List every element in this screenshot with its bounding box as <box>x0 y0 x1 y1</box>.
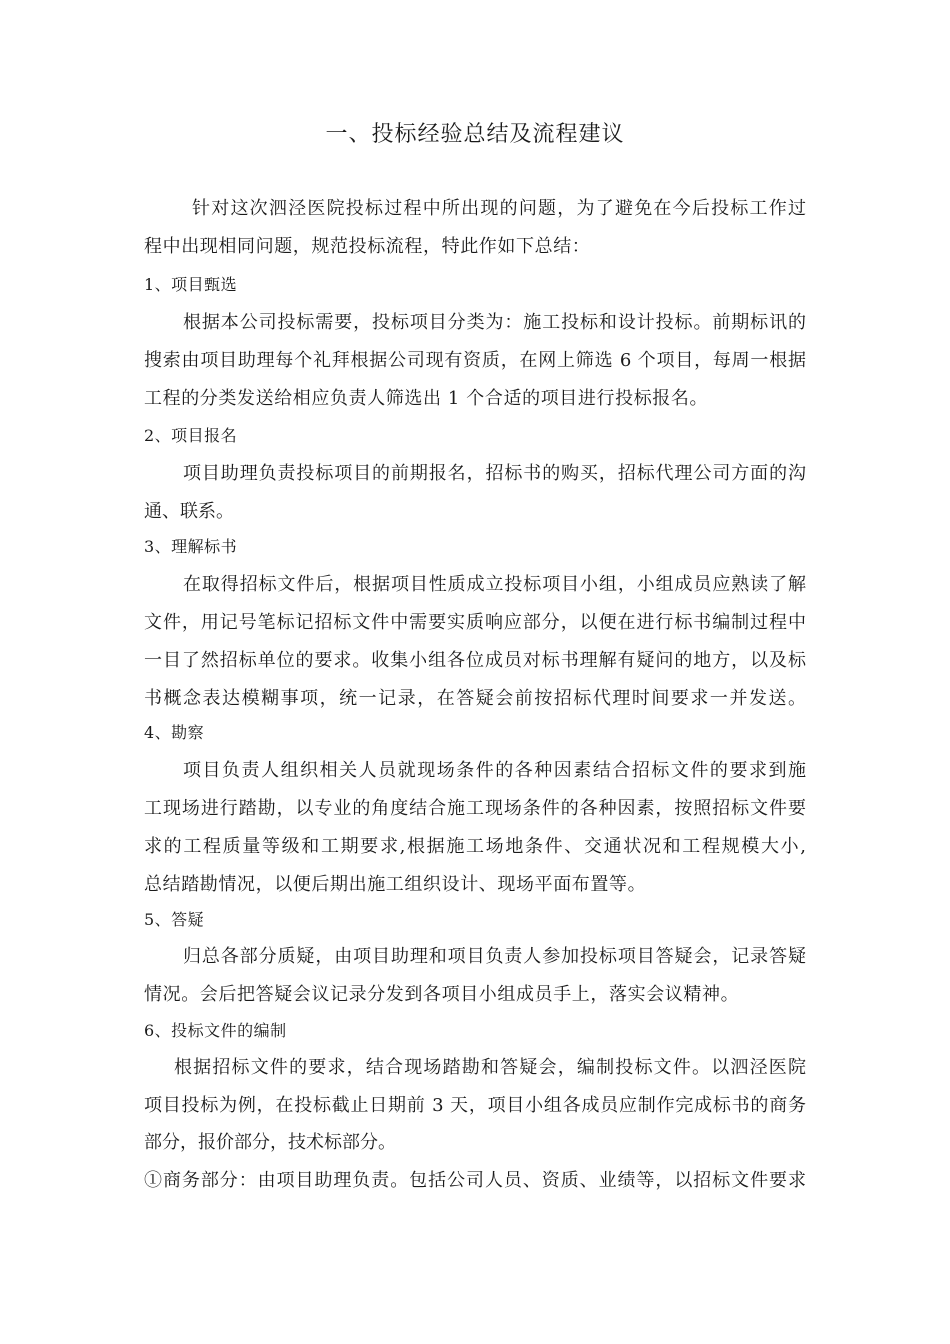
paragraph-line: 工程的分类发送给相应负责人筛选出 1 个合适的项目进行投标报名。 <box>144 388 709 409</box>
paragraph-line: 归总各部分质疑，由项目助理和项目负责人参加投标项目答疑会，记录答疑 <box>183 946 806 967</box>
paragraph-line: 文件，用记号笔标记招标文件中需要实质响应部分，以便在进行标书编制过程中 <box>144 612 806 633</box>
paragraph-line: 书概念表达模糊事项，统一记录，在答疑会前按招标代理时间要求一并发送。 <box>144 688 806 709</box>
document-title: 一、投标经验总结及流程建议 <box>325 122 625 147</box>
paragraph-line: 通、联系。 <box>144 501 234 522</box>
paragraph-line: 项目负责人组织相关人员就现场条件的各种因素结合招标文件的要求到施 <box>183 760 806 781</box>
paragraph-line: 求的工程质量等级和工期要求,根据施工场地条件、交通状况和工程规模大小, <box>144 836 806 857</box>
paragraph-line: 部分，报价部分，技术标部分。 <box>144 1132 396 1153</box>
section-heading: 6、投标文件的编制 <box>144 1021 287 1040</box>
section-heading: 5、答疑 <box>144 910 205 929</box>
paragraph-line: 总结踏勘情况，以便后期出施工组织设计、现场平面布置等。 <box>144 874 647 895</box>
section-heading: 3、理解标书 <box>144 537 238 556</box>
paragraph-line: 工现场进行踏勘，以专业的角度结合施工现场条件的各种因素，按照招标文件要 <box>144 798 806 819</box>
section-heading: 2、项目报名 <box>144 426 238 445</box>
paragraph-line: 一目了然招标单位的要求。收集小组各位成员对标书理解有疑问的地方，以及标 <box>144 650 806 671</box>
paragraph-line: 程中出现相同问题，规范投标流程，特此作如下总结： <box>144 236 591 257</box>
paragraph-line: 情况。会后把答疑会议记录分发到各项目小组成员手上，落实会议精神。 <box>144 984 740 1005</box>
section-heading: 4、勘察 <box>144 723 205 742</box>
paragraph-line: 项目投标为例，在投标截止日期前 3 天，项目小组各成员应制作完成标书的商务 <box>144 1095 806 1116</box>
paragraph-line: 针对这次泗泾医院投标过程中所出现的问题，为了避免在今后投标工作过 <box>192 198 806 219</box>
section-heading: 1、项目甄选 <box>144 275 238 294</box>
paragraph-line: 在取得招标文件后，根据项目性质成立投标项目小组，小组成员应熟读了解 <box>183 574 806 595</box>
paragraph-line: 根据本公司投标需要，投标项目分类为：施工投标和设计投标。前期标讯的 <box>183 312 806 333</box>
paragraph-line: 项目助理负责投标项目的前期报名，招标书的购买，招标代理公司方面的沟 <box>183 463 806 484</box>
paragraph-line: ①商务部分：由项目助理负责。包括公司人员、资质、业绩等，以招标文件要求 <box>144 1170 806 1191</box>
paragraph-line: 搜索由项目助理每个礼拜根据公司现有资质，在网上筛选 6 个项目，每周一根据 <box>144 350 806 371</box>
paragraph-line: 根据招标文件的要求，结合现场踏勘和答疑会，编制投标文件。以泗泾医院 <box>174 1057 806 1078</box>
